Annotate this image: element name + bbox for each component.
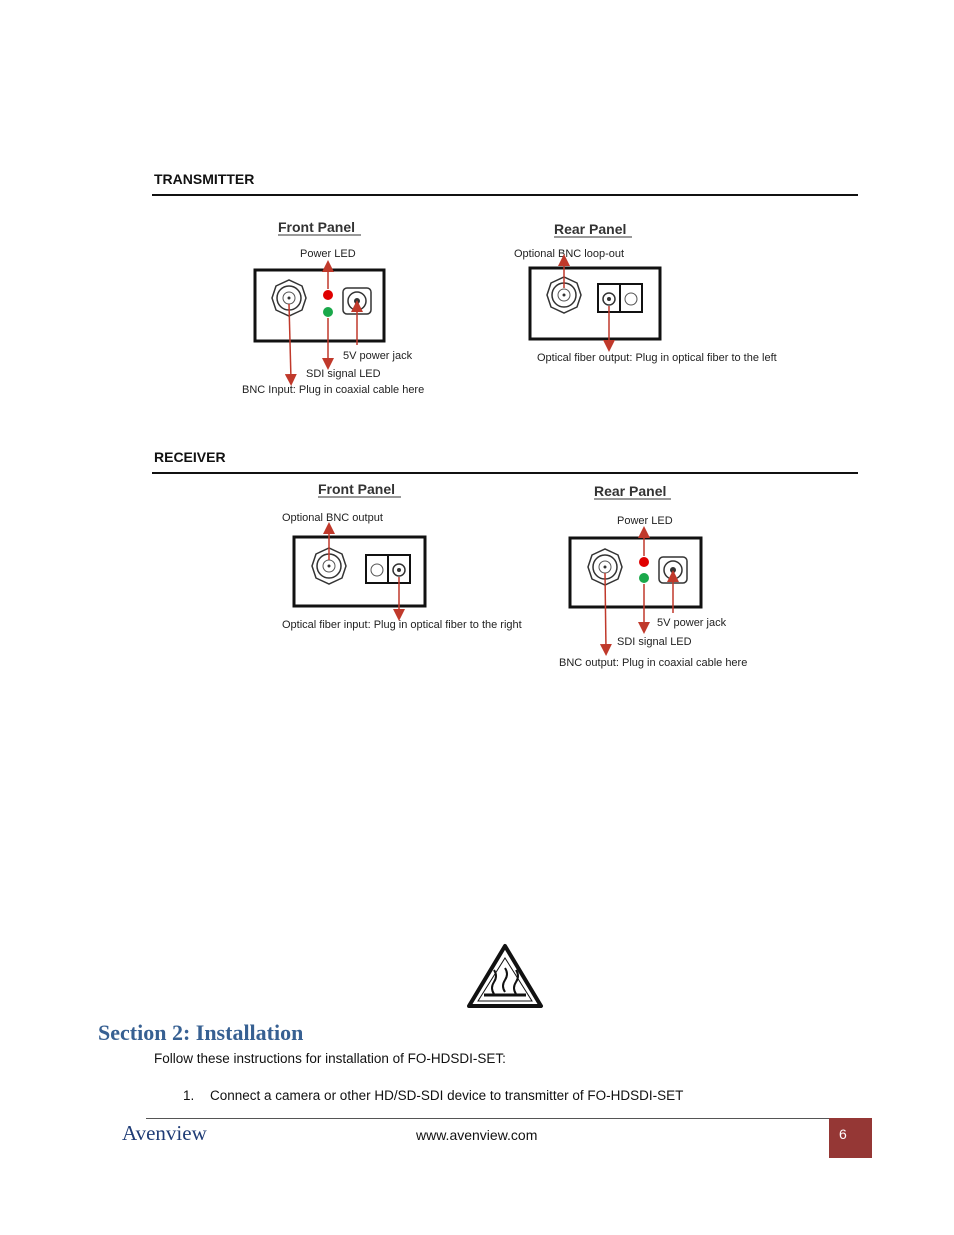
avenview-logo: Avenview xyxy=(122,1121,207,1145)
sdi-led-icon xyxy=(323,307,333,317)
step-number: 1. xyxy=(183,1088,195,1103)
rx-rear-title: Rear Panel xyxy=(594,483,667,499)
sdi-led-icon xyxy=(639,573,649,583)
rx-power-jack-label: 5V power jack xyxy=(657,617,727,629)
section-title: Section 2: Installation xyxy=(98,1020,304,1045)
transmitter-front-panel xyxy=(242,219,424,396)
receiver-label: RECEIVER xyxy=(154,449,226,465)
receiver-rear-panel xyxy=(559,483,747,669)
transmitter-rear-panel xyxy=(514,221,777,364)
fiber-port-icon xyxy=(598,284,642,312)
fiber-port-icon xyxy=(366,555,410,583)
section-intro: Follow these instructions for installation of FO-HDSDI-SET: xyxy=(154,1051,506,1066)
footer-rule xyxy=(146,1118,830,1119)
rx-bnc-output-top-label: Optional BNC output xyxy=(282,512,383,524)
hot-surface-warning-icon xyxy=(469,946,541,1006)
power-led-icon xyxy=(639,557,649,567)
tx-rear-title: Rear Panel xyxy=(554,221,627,237)
receiver-front-panel xyxy=(282,481,522,631)
tx-fiber-output-label: Optical fiber output: Plug in optical fiber to the left xyxy=(537,352,777,364)
transmitter-label: TRANSMITTER xyxy=(154,171,255,187)
power-led-icon xyxy=(323,290,333,300)
rx-sdi-led-label: SDI signal LED xyxy=(617,636,692,648)
rx-bnc-output-label: BNC output: Plug in coaxial cable here xyxy=(559,657,748,669)
tx-front-title: Front Panel xyxy=(278,219,356,235)
rx-power-led-label: Power LED xyxy=(617,515,673,527)
tx-sdi-led-label: SDI signal LED xyxy=(306,368,381,380)
tx-power-led-label: Power LED xyxy=(300,248,356,260)
page-number: 6 xyxy=(839,1126,847,1142)
step-text: Connect a camera or other HD/SD-SDI device to transmitter of FO-HDSDI-SET xyxy=(210,1088,684,1103)
page-number-box xyxy=(829,1118,872,1158)
tx-bnc-loop-label: Optional BNC loop-out xyxy=(514,248,625,260)
rx-front-title: Front Panel xyxy=(318,481,396,497)
footer-url[interactable]: www.avenview.com xyxy=(416,1127,538,1143)
tx-power-jack-label: 5V power jack xyxy=(343,350,413,362)
rx-fiber-input-label: Optical fiber input: Plug in optical fiber to the right xyxy=(282,619,522,631)
tx-bnc-input-label: BNC Input: Plug in coaxial cable here xyxy=(242,384,425,396)
